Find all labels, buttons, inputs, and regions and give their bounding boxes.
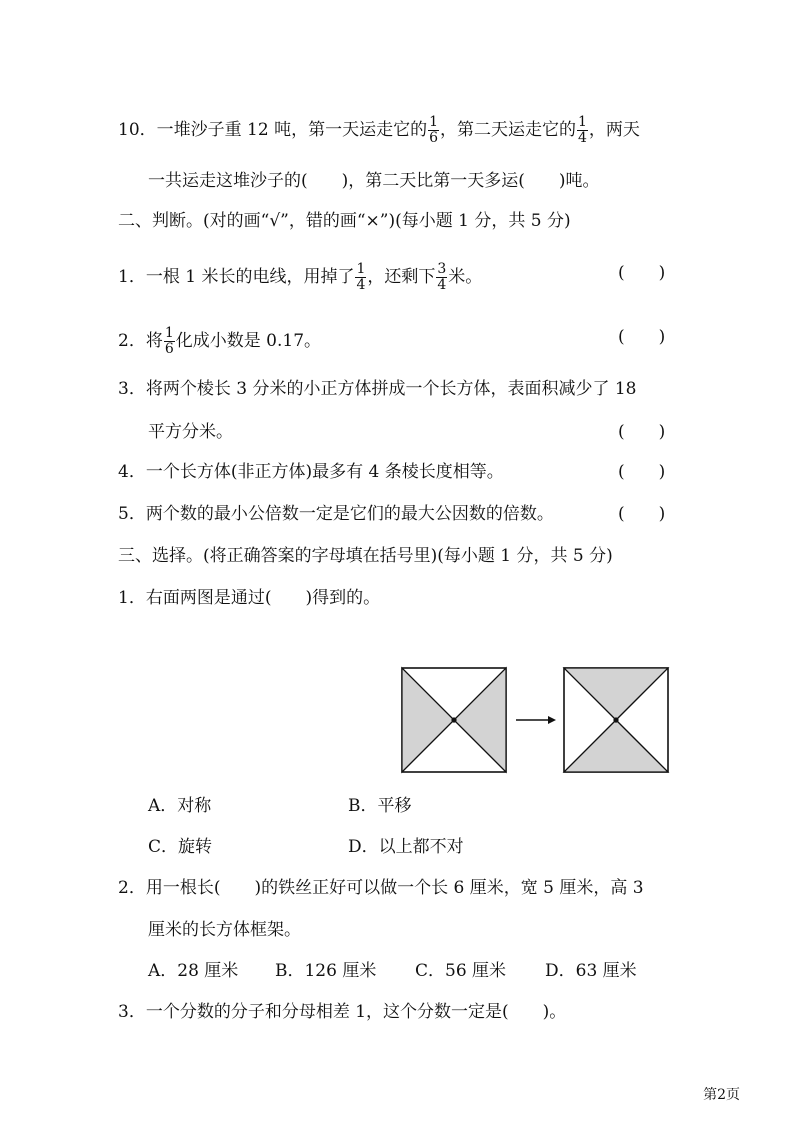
q10-line2: 一共运走这堆沙子的( )，第二天比第一天多运( )吨。: [148, 171, 600, 191]
choice-q2-option-a[interactable]: A．28 厘米: [148, 961, 239, 981]
choice-q2-option-c[interactable]: C．56 厘米: [415, 961, 507, 981]
fraction: $\frac{1}{4}$: [356, 261, 366, 293]
choice-q1-option-b[interactable]: B．平移: [348, 796, 412, 816]
choice-q1-option-d[interactable]: D．以上都不对: [348, 837, 464, 857]
choice-q3: 3．一个分数的分子和分母相差 1，这个分数一定是( )。: [118, 1002, 567, 1022]
section2-heading: 二、判断。(对的画“√”，错的画“×”)(每小题 1 分，共 5 分): [118, 211, 571, 231]
judge-q5: 5．两个数的最小公倍数一定是它们的最大公因数的倍数。: [118, 504, 554, 524]
choice-q1-option-c[interactable]: C．旋转: [148, 837, 213, 857]
choice-q1-option-a[interactable]: A．对称: [148, 796, 212, 816]
square-before: [402, 668, 506, 772]
fraction: $\frac{3}{4}$: [437, 261, 447, 293]
rotation-figure: [398, 664, 678, 776]
square-after: [564, 668, 668, 772]
choice-q2-option-d[interactable]: D．63 厘米: [545, 961, 637, 981]
fraction: $\frac{1}{6}$: [164, 325, 174, 357]
page-number: 第2页: [703, 1087, 740, 1103]
judge-q2: 2．将 $\frac{1}{6}$ 化成小数是 0.17。: [118, 325, 322, 357]
judge-q4: 4．一个长方体(非正方体)最多有 4 条棱长度相等。: [118, 462, 504, 482]
answer-blank[interactable]: ( ): [618, 327, 666, 347]
answer-blank[interactable]: ( ): [618, 462, 666, 482]
answer-blank[interactable]: ( ): [618, 422, 666, 442]
section3-heading: 三、选择。(将正确答案的字母填在括号里)(每小题 1 分，共 5 分): [118, 546, 613, 566]
judge-q3-line2: 平方分米。: [148, 422, 233, 442]
choice-q1: 1．右面两图是通过( )得到的。: [118, 588, 381, 608]
answer-blank[interactable]: ( ): [618, 263, 666, 283]
judge-q1: 1．一根 1 米长的电线，用掉了 $\frac{1}{4}$ ，还剩下 $\frac{3}{4}$ 米。: [118, 261, 483, 293]
fraction: $\frac{1}{4}$: [578, 114, 587, 146]
judge-q3-line1: 3．将两个棱长 3 分米的小正方体拼成一个长方体，表面积减少了 18: [118, 379, 637, 399]
center-point: [451, 717, 456, 722]
q10-line1: 10．一堆沙子重 12 吨，第一天运走它的 $\frac{1}{6}$ ，第二天运走它的 $\frac{1}{4}$ ，两天: [118, 114, 640, 146]
choice-q2-line2: 厘米的长方体框架。: [148, 920, 301, 940]
choice-q2-option-b[interactable]: B．126 厘米: [275, 961, 377, 981]
arrow-icon: [516, 716, 556, 724]
fraction: $\frac{1}{6}$: [429, 114, 438, 146]
answer-blank[interactable]: ( ): [618, 504, 666, 524]
center-point: [613, 717, 618, 722]
choice-q2-line1: 2．用一根长( )的铁丝正好可以做一个长 6 厘米，宽 5 厘米，高 3: [118, 878, 644, 898]
